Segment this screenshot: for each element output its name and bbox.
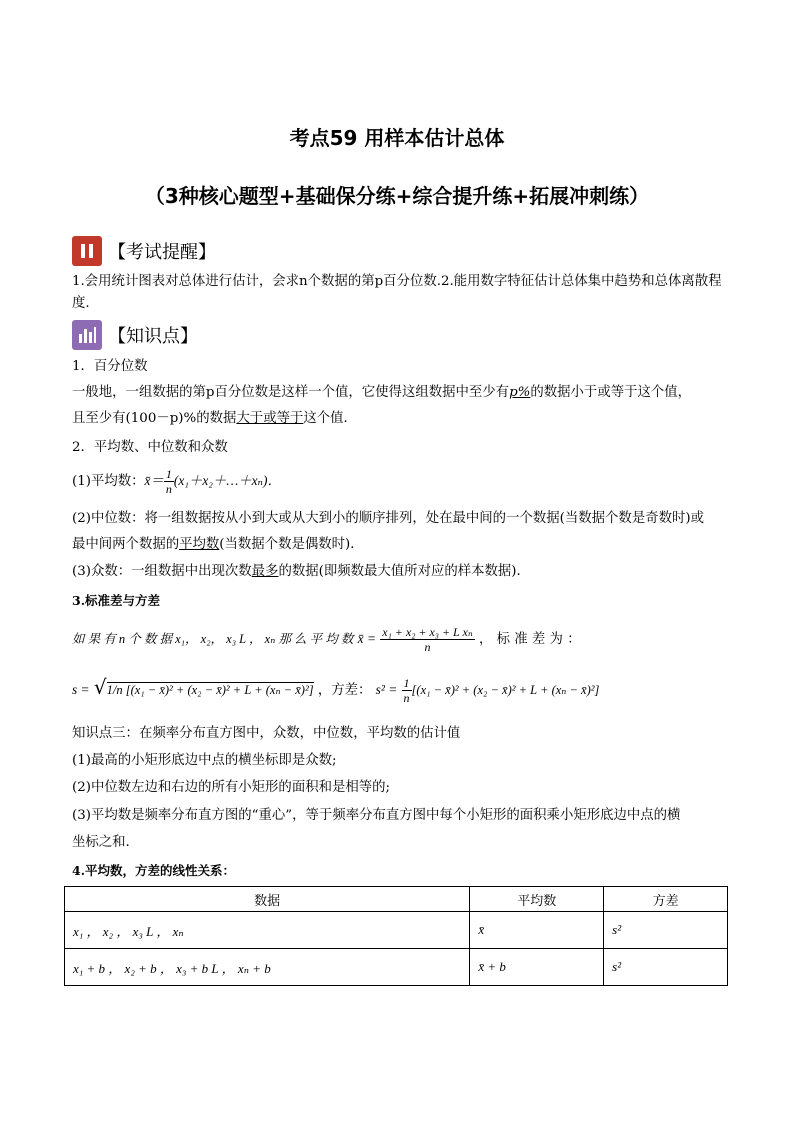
table-header: 平均数 — [470, 887, 604, 912]
table-cell: x₁ + b ， x₂ + b ， x₃ + b L ， xₙ + b — [65, 949, 470, 986]
table-header-row — [65, 887, 728, 912]
variance-fraction — [402, 676, 412, 705]
mean-label: (1)平均数： — [72, 474, 145, 489]
sqrt-icon: √ — [93, 675, 107, 699]
table-header: 数据 — [65, 887, 470, 912]
heading-linear-relation: 4.平均数，方差的线性关系： — [72, 863, 236, 878]
text: 的数据(即频数最大值所对应的样本数据)． — [278, 564, 530, 579]
page-title: 考点59 用样本估计总体 — [289, 126, 505, 150]
text: 的数据小于或等于这个值， — [530, 385, 692, 400]
variance-rhs: [(x₁ − x̄)² + (x₂ − x̄)² + L + (xₙ − x̄)²] — [411, 683, 600, 697]
std-intro: 如 果 有 n 个 数 据 x₁， x₂， x₃ L ， xₙ 那 么 平 均 数 — [72, 632, 354, 646]
underlined-text: 大于或等于 — [236, 411, 304, 426]
median-line1: (2)中位数：将一组数据按从小到大或从大到小的顺序排列，处在最中间的一个数据(当数据个数是奇数时)或 — [72, 511, 704, 526]
percentile-line1 — [72, 382, 732, 404]
std-variance-formulas — [72, 670, 732, 708]
table-cell: x₁ ， x₂ ， x₃ L ， xₙ — [65, 912, 470, 949]
mean-formula — [72, 466, 732, 497]
section-exam-reminder-title: 【考试提醒】 — [108, 242, 216, 263]
table-cell: x̄ — [470, 912, 604, 949]
bar-chart-icon — [72, 320, 102, 350]
text: (3)众数：一组数据中出现次数 — [72, 564, 252, 579]
numerator: x₁ + x₂ + x₃ + L xₙ — [382, 625, 473, 639]
k3-item2: (2)中位数左边和右边的所有小矩形的面积和是相等的; — [72, 780, 391, 795]
numerator: 1 — [403, 676, 410, 690]
k3-item3-line1: (3)平均数是频率分布直方图的“重心”，等于频率分布直方图中每个小矩形的面积乘小矩形底边中点的横 — [72, 808, 681, 823]
numerator: 1 — [165, 467, 172, 481]
denominator: n — [165, 482, 172, 496]
heading-averages: 2．平均数、中位数和众数 — [72, 440, 228, 455]
median-line2 — [72, 534, 732, 556]
section-exam-reminder-header — [72, 236, 216, 266]
text: 一般地，一组数据的第p百分位数是这样一个值，它使得这组数据中至少有 — [72, 385, 510, 400]
mean-lhs: x̄＝ — [144, 473, 164, 488]
text: 这个值． — [303, 411, 357, 426]
underlined-text: 平均数 — [179, 537, 220, 552]
table-cell: s² — [604, 949, 728, 986]
section-knowledge-title: 【知识点】 — [108, 326, 198, 347]
std-intro-end: ， 标 准 差 为 ： — [478, 632, 581, 647]
pause-bars-icon — [72, 236, 102, 266]
table-cell: s² — [604, 912, 728, 949]
table-cell: x̄ + b — [470, 949, 604, 986]
mean-lhs: x̄ = — [357, 631, 376, 646]
std-line1 — [72, 622, 732, 657]
text: (当数据个数是偶数时)． — [219, 537, 364, 552]
std-lhs: s = — [72, 682, 90, 697]
heading-percentile: 1．百分位数 — [72, 359, 148, 374]
linear-relation-table — [64, 886, 728, 986]
text: 最中间两个数据的 — [72, 537, 180, 552]
mean-rhs: (x₁＋x₂＋…＋xₙ)． — [173, 473, 281, 488]
mode-line — [72, 561, 732, 583]
k3-item3-line2: 坐标之和. — [72, 835, 130, 850]
variance-lhs: s² = — [375, 682, 398, 697]
k3-item1: (1)最高的小矩形底边中点的横坐标即是众数; — [72, 753, 337, 768]
underlined-text: 最多 — [251, 564, 279, 579]
underlined-text: p% — [509, 385, 531, 400]
std-radicand: 1/n [(x₁ − x̄)² + (x₂ − x̄)² + L + (xₙ − x̄)²] — [106, 683, 314, 697]
text: 且至少有(100－p)%的数据 — [72, 411, 237, 426]
table-row — [65, 949, 728, 986]
mean-fraction — [380, 625, 474, 654]
percentile-line2 — [72, 408, 732, 430]
page-subtitle: （3种核心题型+基础保分练+综合提升练+拓展冲刺练） — [144, 184, 650, 208]
section-knowledge-header — [72, 320, 198, 350]
table-row — [65, 912, 728, 949]
denominator: n — [403, 691, 410, 705]
exam-reminder-text: 1.会用统计图表对总体进行估计，会求n个数据的第p百分位数.2.能用数字特征估计总体集中趋势和总体离散程度. — [72, 274, 722, 311]
denominator: n — [424, 640, 431, 654]
heading-std-variance: 3.标准差与方差 — [72, 593, 161, 608]
mean-fraction — [164, 467, 174, 496]
k3-title: 知识点三：在频率分布直方图中，众数，中位数，平均数的估计值 — [72, 726, 461, 741]
variance-label: ，方差： — [317, 683, 372, 698]
table-header: 方差 — [604, 887, 728, 912]
